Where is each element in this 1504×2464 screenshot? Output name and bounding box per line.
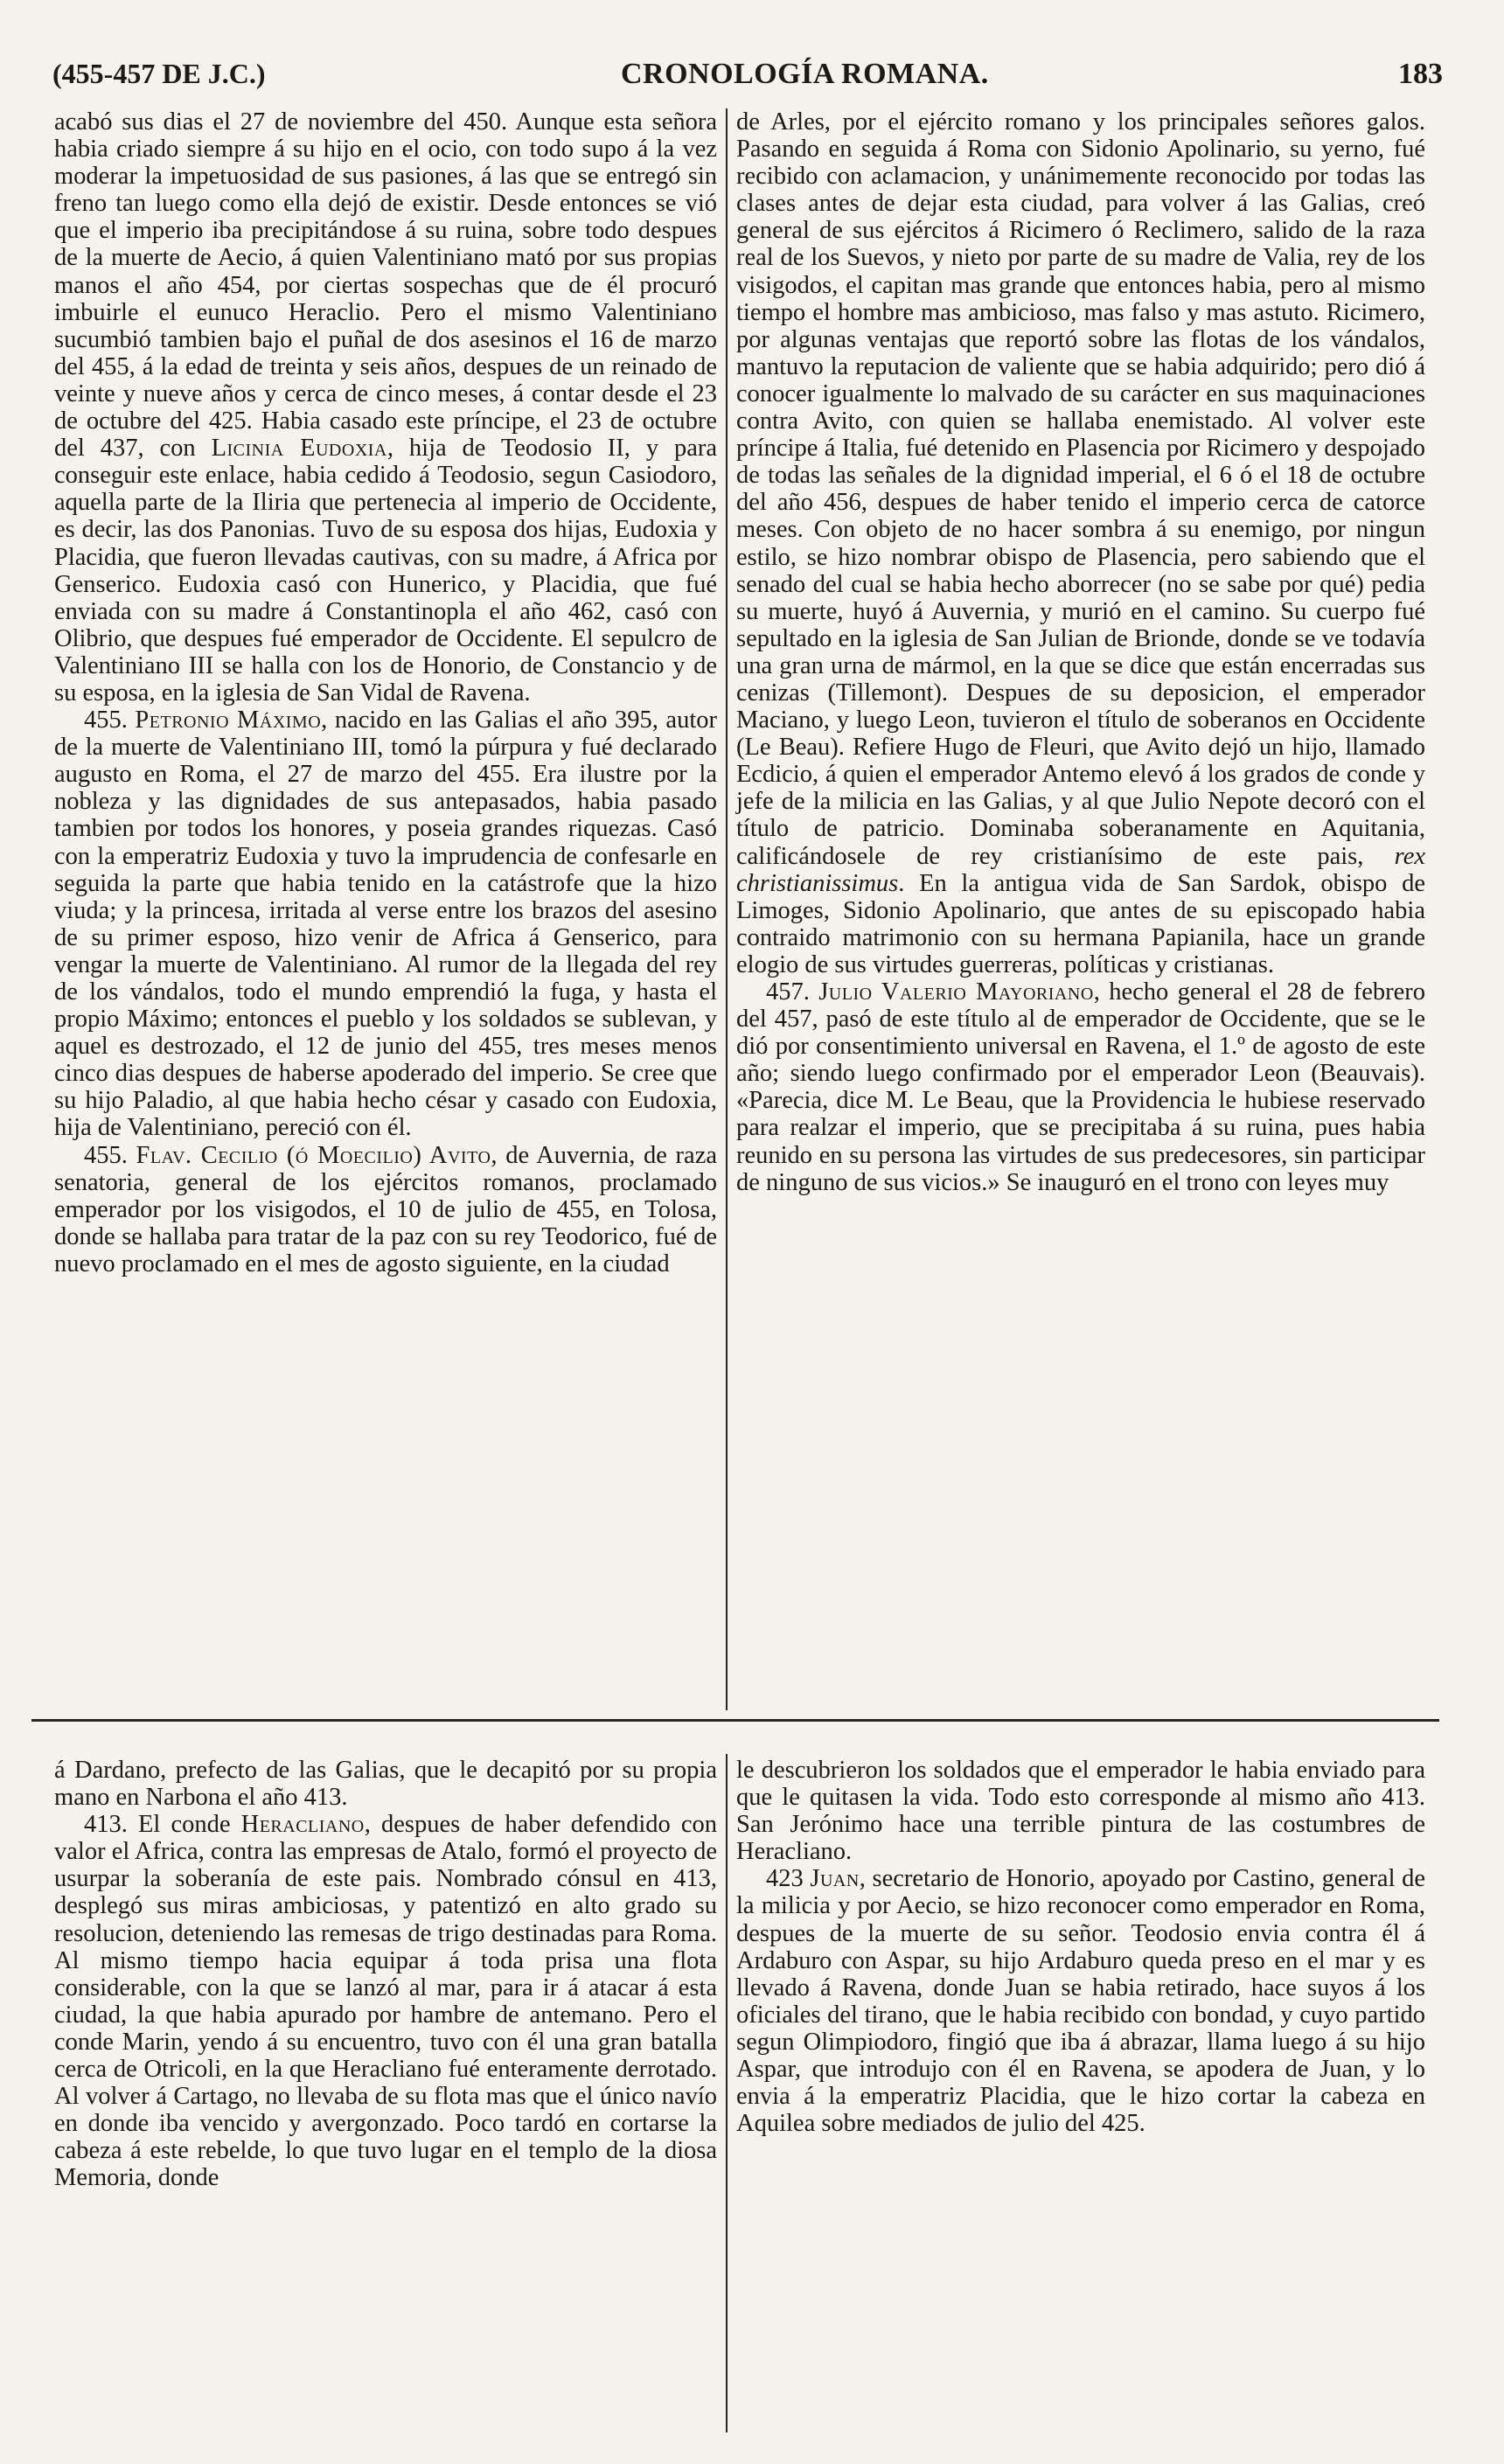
person-name: Juan — [810, 1865, 860, 1893]
person-name: Heracliano — [240, 1811, 365, 1839]
page-header — [52, 58, 1443, 101]
entry-mayoriano: 457. Julio Valerio Mayoriano, hecho general el 28 de febrero del 457, pasó de este título al de emperador de Occidente, que se le dió por consentimiento universal en Ravena, el 1.º de agosto de este año; siendo luego confirmado por el emperador Leon (Beauvais). «Parecia, dice M. Le Beau, que la Providencia le hubiese reservado para realzar el imperio, que se precipitaba á su ruina, pues habia reunido en su persona las virtudes de sus predecesores, sin participar de ninguno de sus vicios.» Se inauguró en el trono con leyes muy — [736, 978, 1425, 1196]
person-name: Licinia Eudoxia — [211, 435, 387, 463]
entry-year: 457. — [766, 978, 810, 1006]
header-title: CRONOLOGÍA ROMANA. — [621, 58, 989, 90]
paragraph-valentiniano: acabó sus dias el 27 de noviembre del 450. Aunque esta señora habia criado siempre á su hijo en el ocio, con todo supo á la vez moderar la impetuosidad de sus pasiones, á las que se entregó sin freno tan luego como ella dejó de existir. Desde entonces se vió que el imperio iba precipitándose á su ruina, sobre todo despues de la muerte de Aecio, á quien Valentiniano mató por sus propias manos el año 454, por ciertas sospechas que de él procuró imbuirle el eunuco Heraclio. Pero el mismo Valentiniano sucumbió tambien bajo el puñal de dos asesinos el 16 de marzo del 455, á la edad de treinta y seis años, despues de un reinado de veinte y nueve años y cerca de cinco meses, á contar desde el 23 de octubre del 425. Habia casado este príncipe, el 23 de octubre del 437, con Licinia Eudoxia, hija de Teodosio II, y para conseguir este enlace, habia cedido á Teodosio, segun Casiodoro, aquella parte de la Iliria que pertenecia al imperio de Occidente, es decir, las dos Panonias. Tuvo de su esposa dos hijas, Eudoxia y Placidia, que fueron llevadas cautivas, con su madre, á Africa por Genserico. Eudoxia casó con Hunerico, y Placidia, que fué enviada con su madre á Constantinopla el año 462, casó con Olibrio, que despues fué emperador de Occidente. El sepulcro de Valentiniano III se halla con los de Honorio, de Constancio y de su esposa, en la iglesia de San Vidal de Ravena. — [54, 108, 718, 706]
column-bottom-left — [54, 1757, 717, 2192]
page-number: 183 — [1398, 58, 1443, 90]
column-divider-top — [726, 108, 728, 1710]
entry-petronio-maximo: 455. Petronio Máximo, nacido en las Galias el año 395, autor de la muerte de Valentiniano III, tomó la púrpura y fué declarado augusto en Roma, el 27 de marzo del 455. Era ilustre por la nobleza y las dignidades de sus antepasados, habia pasado tambien por todos los honores, y poseia grandes riquezas. Casó con la emperatriz Eudoxia y tuvo la imprudencia de confesarle en seguida la parte que habia tenido en la catástrofe que la hizo viuda; y la princesa, irritada al verse entre los brazos del asesino de su primer esposo, hizo venir de Africa á Genserico, para vengar la muerte de Valentiniano. Al rumor de la llegada del rey de los vándalos, todo el mundo emprendió la fuga, y hasta el propio Máximo; entonces el pueblo y los soldados se sublevan, y aquel es destrozado, el 12 de junio del 455, tres meses menos cinco dias despues de haberse apoderado del imperio. Se cree que su hijo Paladio, al que habia hecho césar y casado con Eudoxia, hija de Valentiniano, pereció con él. — [54, 706, 717, 1142]
paragraph-heracliano-continued: le descubrieron los soldados que el emperador le habia enviado para que le quitasen la vida. Todo esto corresponde al mismo año 413. San Jerónimo hace una terrible pintura de las costumbres de Heracliano. — [736, 1757, 1425, 1866]
column-divider-bottom — [726, 1754, 728, 2433]
column-top-left — [54, 108, 717, 1277]
paragraph-dardano: á Dardano, prefecto de las Galias, que le decapitó por su propia mano en Narbona el año 413. — [54, 1757, 717, 1812]
column-top-right — [736, 108, 1425, 1196]
entry-heracliano: 413. El conde Heracliano, despues de haber defendido con valor el Africa, contra las empresas de Atalo, formó el proyecto de usurpar la soberanía de este pais. Nombrado cónsul en 413, desplegó sus miras ambiciosas, y patentizó en alto grado su resolucion, deteniendo las remesas de trigo destinadas para Roma. Al mismo tiempo hacia equipar á toda prisa una flota considerable, con la que se lanzó al mar, para ir á atacar á esta ciudad, la que habia apurado por hambre de antemano. Pero el conde Marin, yendo á su encuentro, tuvo con él una gran batalla cerca de Otricoli, en la que Heracliano fué enteramente derrotado. Al volver á Cartago, no llevaba de su flota mas que el único navío en donde iba vencido y avergonzado. Poco tardó en cortarse la cabeza á este rebelde, lo que tuvo lugar en el templo de la diosa Memoria, donde — [54, 1811, 718, 2192]
section-divider — [31, 1719, 1439, 1722]
latin-phrase: rex christianissimus — [736, 842, 1426, 897]
person-name: Petronio Máximo — [135, 706, 322, 734]
entry-juan: 423 Juan, secretario de Honorio, apoyado por Castino, general de la milicia y por Aecio, se hizo reconocer como emperador en Roma, despues de la muerte de su señor. Teodosio envia contra él á Ardaburo con Aspar, su hijo Ardaburo queda preso en el mar y es llevado á Ravena, donde Juan se habia retirado, hace suyos á los oficiales del tirano, que le habia recibido con bondad, y cuyo partido segun Olimpiodoro, fingió que iba á abrazar, llama luego á su hijo Aspar, que introdujo con él en Ravena, se apodera de Juan, y lo envia á la emperatriz Placidia, que le hizo cortar la cabeza en Aquilea sobre mediados de julio del 425. — [736, 1865, 1425, 2138]
person-name: Flav. Cecilio (ó Moecilio) Avito — [136, 1141, 491, 1169]
person-name: Julio Valerio Mayoriano — [818, 978, 1094, 1006]
paragraph-avito-continued: de Arles, por el ejército romano y los principales señores galos. Pasando en seguida á Roma con Sidonio Apolinario, su yerno, fué recibido con aclamacion, y unánimemente reconocido por todas las clases antes de dejar esta ciudad, para volver á las Galias, creó general de sus ejércitos á Ricimero ó Reclimero, salido de la raza real de los Suevos, y nieto por parte de su madre de Valia, rey de los visigodos, el capitan mas grande que entonces habia, pero al mismo tiempo el hombre mas ambicioso, mas falso y mas astuto. Ricimero, por algunas ventajas que reportó sobre las flotas de los vándalos, mantuvo la reputacion de valiente que se habia adquirido; pero dió á conocer igualmente lo malvado de su carácter en sus maquinaciones contra Avito, con quien se hallaba enemistado. Al volver este príncipe á Italia, fué detenido en Plasencia por Ricimero y despojado de todas las señales de la dignidad imperial, el 6 ó el 18 de octubre del año 456, despues de haber tenido el imperio cerca de catorce meses. Con objeto de no hacer sombra á su enemigo, por ningun estilo, se hizo nombrar obispo de Plasencia, pero sabiendo que el senado del cual se habia hecho aborrecer (no se sabe por qué) pedia su muerte, huyó á Auvernia, y murió en el camino. Su cuerpo fué sepultado en la iglesia de San Julian de Brionde, donde se ve todavía una gran urna de mármol, en la que se dice que están encerradas sus cenizas (Tillemont). Despues de su deposicion, el emperador Maciano, y luego Leon, tuvieron el título de soberanos en Occidente (Le Beau). Refiere Hugo de Fleuri, que Avito dejó un hijo, llamado Ecdicio, á quien el emperador Antemo elevó á los grados de conde y jefe de la milicia en las Galias, y al que Julio Nepote decoró con el título de patricio. Dominaba soberanamente en Aquitania, calificándosele de rey cristianísimo de este pais, rex christianissimus. En la antigua vida de San Sardok, obispo de Limoges, Sidonio Apolinario, que antes de su episcopado habia contraido matrimonio con su hermana Papianila, hace un grande elogio de sus virtudes guerreras, políticas y cristianas. — [736, 108, 1426, 978]
entry-year: 455. — [84, 1141, 128, 1169]
entry-year: 413. — [84, 1811, 128, 1839]
column-bottom-right — [736, 1757, 1425, 2137]
entry-year: 423 — [766, 1865, 804, 1893]
entry-avito: 455. Flav. Cecilio (ó Moecilio) Avito, de Auvernia, de raza senatoria, general de los ejércitos romanos, proclamado emperador por los visigodos, el 10 de julio de 455, en Tolosa, donde se hallaba para tratar de la paz con su rey Teodorico, fué de nuevo proclamado en el mes de agosto siguiente, en la ciudad — [54, 1141, 718, 1277]
header-date-range: (455-457 DE J.C.) — [52, 58, 266, 89]
entry-year: 455. — [84, 706, 128, 734]
